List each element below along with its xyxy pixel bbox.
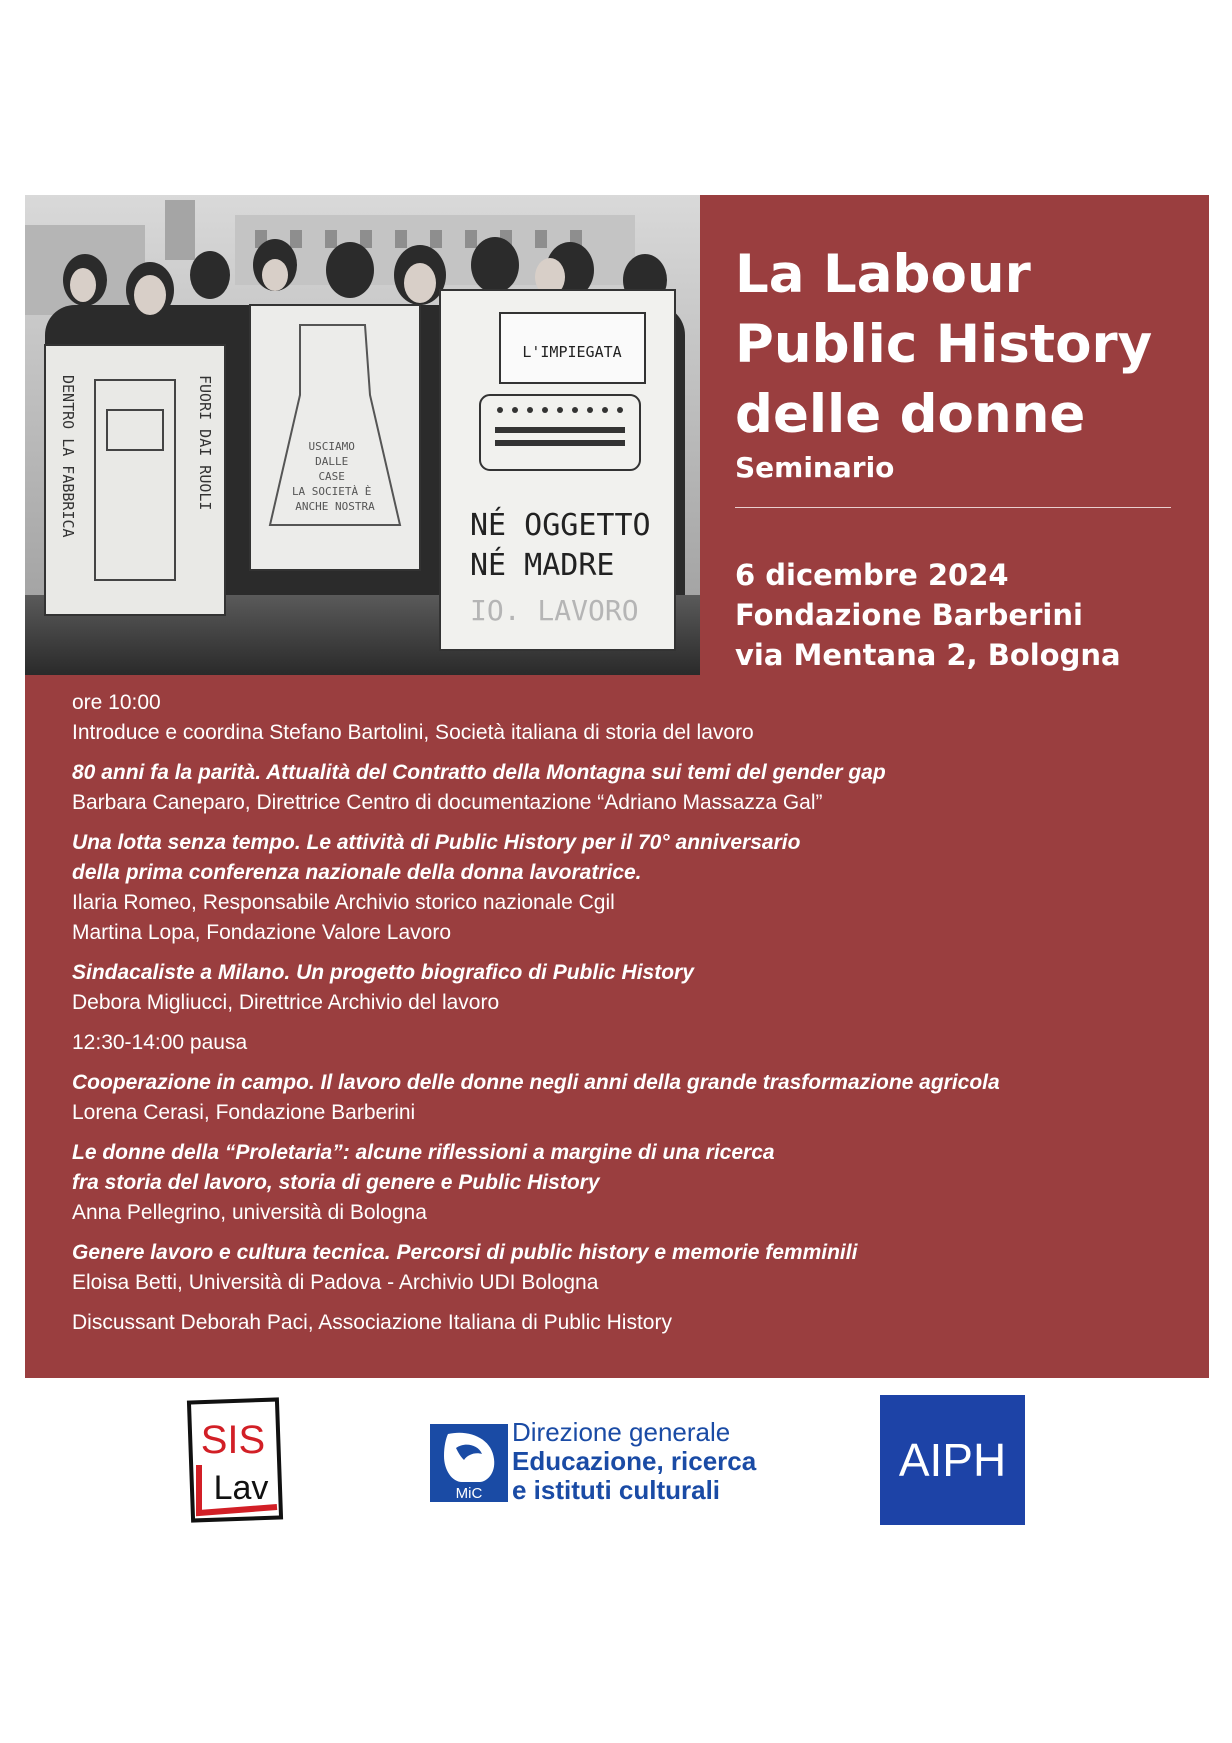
sign-middle-line-1: USCIAMO — [308, 440, 355, 453]
sign-middle-line-2: DALLE — [315, 455, 349, 468]
program-pause: 12:30-14:00 pausa — [72, 1031, 248, 1054]
event-subtitle: Seminario — [735, 451, 895, 484]
sislav-logo — [185, 1395, 285, 1525]
talk-5-title-line-1: Le donne della “Proletaria”: alcune riflessioni a margine di una ricerca — [72, 1141, 775, 1164]
sign-right-line-2: NÉ MADRE — [470, 548, 615, 583]
sign-middle-line-3: CASE — [318, 470, 345, 483]
talk-1-title: 80 anni fa la parità. Attualità del Contratto della Montagna sui temi del gender gap — [72, 761, 886, 784]
talk-2-title-line-2: della prima conferenza nazionale della donna lavoratrice. — [72, 861, 642, 884]
protest-photo — [25, 195, 700, 675]
mic-logo-line-1: Direzione generale — [512, 1417, 731, 1447]
event-title-line-3: delle donne — [735, 384, 1086, 445]
talk-2-speaker-1: Ilaria Romeo, Responsabile Archivio storico nazionale Cgil — [72, 891, 615, 914]
talk-4-speaker: Lorena Cerasi, Fondazione Barberini — [72, 1101, 416, 1124]
mic-logo-line-3: e istituti culturali — [512, 1475, 721, 1505]
talk-4-title: Cooperazione in campo. Il lavoro delle donne negli anni della grande trasformazione agricola — [72, 1071, 1000, 1094]
program-list — [72, 688, 1192, 1338]
mic-badge-text: MiC — [455, 1485, 483, 1502]
talk-5-title-line-2: fra storia del lavoro, storia di genere e Public History — [72, 1171, 600, 1194]
talk-2-speaker-2: Martina Lopa, Fondazione Valore Lavoro — [72, 921, 452, 944]
sign-left-text-1: DENTRO LA FABBRICA — [59, 375, 77, 538]
sign-left-text-2: FUORI DAI RUOLI — [196, 375, 214, 511]
event-venue: Fondazione Barberini — [735, 598, 1083, 632]
talk-2-title-line-1: Una lotta senza tempo. Le attività di Public History per il 70° anniversario — [72, 831, 801, 854]
mic-logo-text — [512, 1418, 756, 1505]
sign-right-top-text: L'IMPIEGATA — [522, 343, 622, 361]
sign-middle-line-4: LA SOCIETÀ È — [291, 485, 372, 498]
sislav-logo-line-1: SIS — [200, 1418, 266, 1462]
talk-5-speaker: Anna Pellegrino, università di Bologna — [72, 1201, 427, 1224]
event-address: via Mentana 2, Bologna — [735, 638, 1121, 672]
program-start-time: ore 10:00 — [72, 691, 161, 714]
event-date: 6 dicembre 2024 — [735, 558, 1009, 592]
sign-middle-line-5: ANCHE NOSTRA — [295, 500, 375, 513]
program-intro: Introduce e coordina Stefano Bartolini, Società italiana di storia del lavoro — [72, 721, 754, 744]
mic-badge-icon — [430, 1424, 508, 1502]
talk-3-speaker: Debora Migliucci, Direttrice Archivio del lavoro — [72, 991, 500, 1014]
talk-6-speaker: Eloisa Betti, Università di Padova - Archivio UDI Bologna — [72, 1271, 599, 1294]
sislav-logo-line-2: Lav — [213, 1469, 269, 1507]
talk-6-title: Genere lavoro e cultura tecnica. Percorsi di public history e memorie femminili — [72, 1241, 858, 1264]
mic-logo — [430, 1418, 770, 1508]
event-title-line-2: Public History — [735, 314, 1153, 375]
title-divider — [735, 507, 1171, 508]
event-info — [735, 555, 1195, 675]
mic-logo-line-2: Educazione, ricerca — [512, 1446, 757, 1476]
talk-1-speaker: Barbara Caneparo, Direttrice Centro di documentazione “Adriano Massazza Gal” — [72, 791, 823, 814]
aiph-logo: AIPH — [880, 1395, 1025, 1525]
title-block — [735, 240, 1175, 486]
talk-3-title: Sindacaliste a Milano. Un progetto biografico di Public History — [72, 961, 694, 984]
sign-right-line-1: NÉ OGGETTO — [470, 508, 651, 543]
sign-right-line-3: IO. LAVORO — [470, 594, 639, 627]
event-title-line-1: La Labour — [735, 244, 1031, 305]
program-discussant: Discussant Deborah Paci, Associazione Italiana di Public History — [72, 1311, 672, 1334]
